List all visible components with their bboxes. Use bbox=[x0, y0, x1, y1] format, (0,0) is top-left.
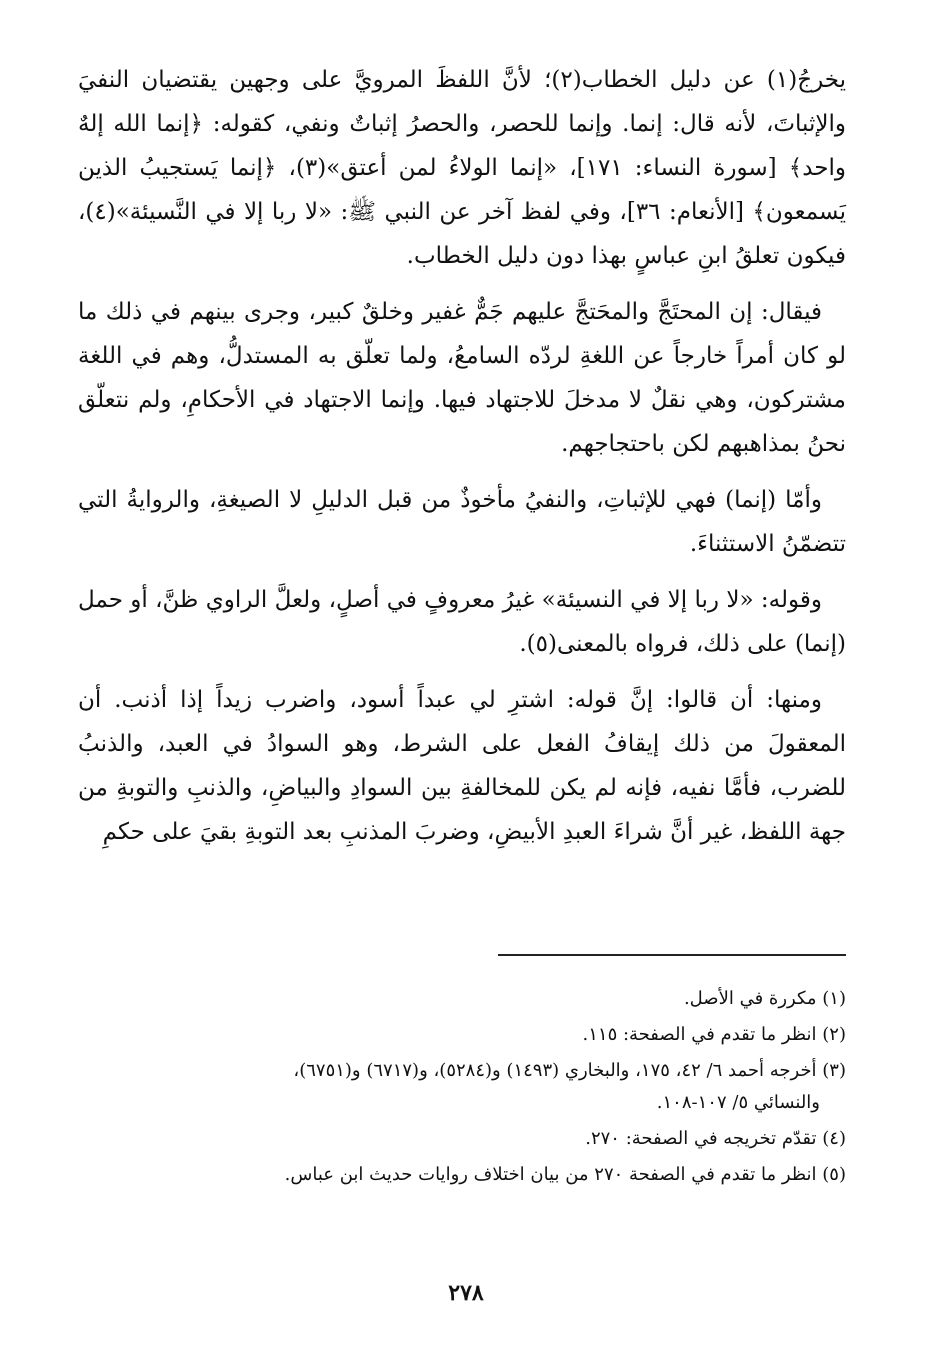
paragraph-4: وقوله: «لا ربا إلا في النسيئة» غيرُ معروفٍ في أصلٍ، ولعلَّ الراوي ظنَّ، أو حمل (إنما) على ذلك، فرواه بالمعنى(٥). bbox=[78, 587, 846, 657]
footnote-3: (٣) أخرجه أحمد ٦/ ٤٢، ١٧٥، والبخاري (١٤٩٣) و(٥٢٨٤)، و(٦٧١٧) و(٦٧٥١)، bbox=[293, 1060, 846, 1081]
paragraph-3: وأمّا (إنما) فهي للإثباتِ، والنفيُ مأخوذٌ من قبل الدليلِ لا الصيغةِ، والروايةُ التي تتضمّنُ الاستثناءَ. bbox=[78, 487, 846, 557]
footnote-4: (٤) تقدّم تخريجه في الصفحة: ٢٧٠. bbox=[585, 1128, 846, 1149]
footnotes bbox=[84, 982, 846, 1194]
main-text bbox=[78, 58, 846, 866]
footnote-1: (١) مكررة في الأصل. bbox=[683, 988, 846, 1009]
paragraph-2: فيقال: إن المحتَجَّ والمحَتجَّ عليهم جَمٌّ غفير وخلقٌ كبير، وجرى بينهم في ذلك ما لو كان أمراً خارجاً عن اللغةِ لردّه السامعُ، ولما تعلّق به المستدلُّ، وهم في اللغة مشتركون، وهي نقلٌ لا مدخلَ للاجتهاد فيها. وإنما الاجتهاد في الأحكامِ، ولم نتعلّق نحنُ بمذاهبهم لكن باحتجاجهم. bbox=[78, 299, 846, 457]
paragraph-5: ومنها: أن قالوا: إنَّ قوله: اشترِ لي عبداً أسود، واضرب زيداً إذا أذنب. أن المعقولَ من ذلك إيقافُ الفعل على الشرط، وهو السوادُ في العبد، والذنبُ للضرب، فأمَّا نفيه، فإنه لم يكن للمخالفةِ بين السوادِ والبياضِ، والذنبِ والتوبةِ من جهة اللفظ، غير أنَّ شراءَ العبدِ الأبيضِ، وضربَ المذنبِ بعد التوبةِ بقيَ على حكمِ bbox=[78, 687, 846, 845]
footnote-5: (٥) انظر ما تقدم في الصفحة ٢٧٠ من بيان اختلاف روايات حديث ابن عباس. bbox=[284, 1164, 846, 1185]
footnote-divider bbox=[498, 954, 846, 956]
paragraph-1: يخرجُ(١) عن دليل الخطاب(٢)؛ لأنَّ اللفظَ المرويَّ على وجهين يقتضيان النفيَ والإثباتَ، لأنه قال: إنما. وإنما للحصر، والحصرُ إثباتٌ ونفي، كقوله: ﴿إنما الله إلهٌ واحد﴾ [سورة النساء: ١٧١]، «إنما الولاءُ لمن أعتق»(٣)، ﴿إنما يَستجيبُ الذين يَسمعون﴾ [الأنعام: ٣٦]، وفي لفظ آخر عن النبي ﷺ: «لا ربا إلا في النَّسيئة»(٤)، فيكون تعلقُ ابنِ عباسٍ بهذا دون دليل الخطاب. bbox=[78, 67, 847, 269]
footnote-2: (٢) انظر ما تقدم في الصفحة: ١١٥. bbox=[582, 1024, 846, 1045]
footnote-3-continuation: والنسائي ٥/ ١٠٧-١٠٨. bbox=[656, 1092, 820, 1113]
page-number: ٢٧٨ bbox=[448, 1280, 484, 1306]
